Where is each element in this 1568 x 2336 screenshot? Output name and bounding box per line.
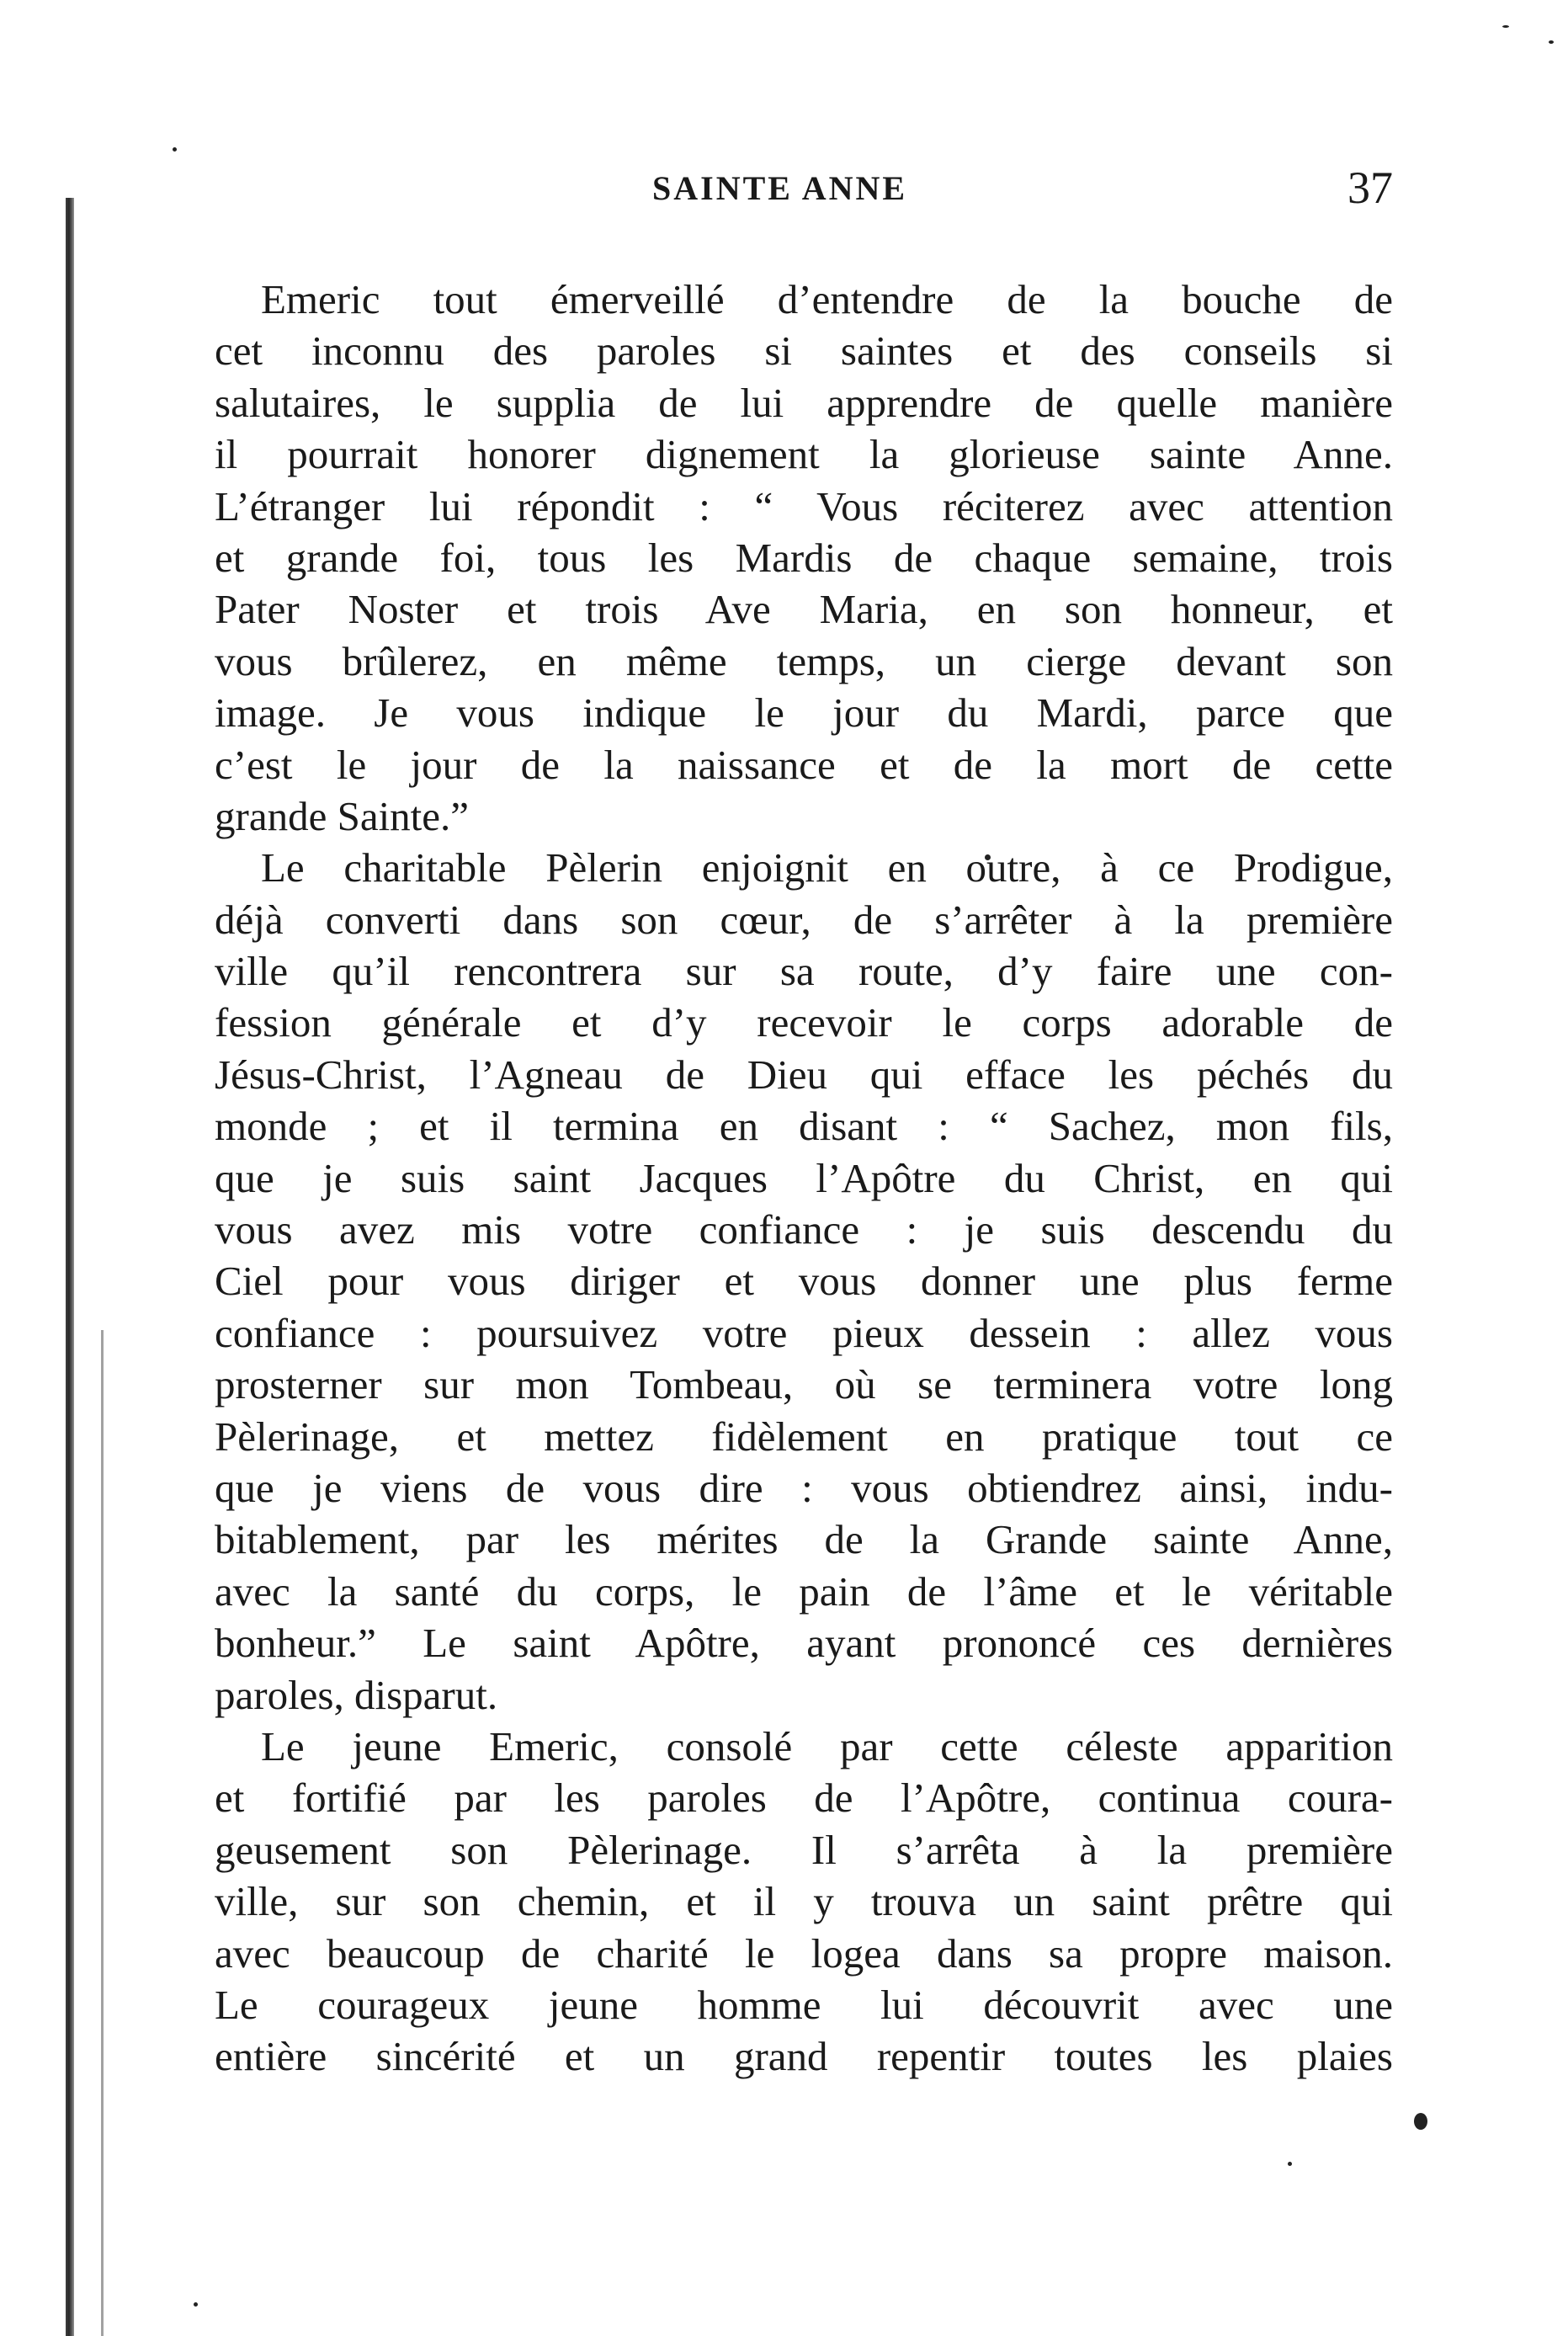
text-line: que je suis saint Jacques l’Apôtre du Christ, en qui [215, 1154, 1393, 1201]
paragraph [215, 842, 1393, 1721]
text-line: ville qu’il rencontrera sur sa route, d’y faire une con- [215, 948, 1393, 995]
text-line: Ciel pour vous diriger et vous donner une plus ferme [215, 1258, 1393, 1305]
text-line: monde ; et il termina en disant : “ Sachez, mon fils, [215, 1103, 1393, 1150]
text-line: avec beaucoup de charité le logea dans sa propre maison. [215, 1929, 1393, 1977]
text-line: grande Sainte.” [215, 792, 470, 839]
paragraph [215, 1721, 1393, 2083]
text-line: déjà converti dans son cœur, de s’arrêter à la première [215, 896, 1393, 943]
text-line: Le jeune Emeric, consolé par cette céleste apparition [261, 1722, 1393, 1769]
text-line: Le charitable Pèlerin enjoignit en outre, à ce Prodigue, [261, 844, 1393, 891]
text-line: vous brûlerez, en même temps, un cierge devant son [215, 637, 1393, 684]
print-speck [1502, 25, 1509, 28]
text-line: avec la santé du corps, le pain de l’âme et le véritable [215, 1567, 1393, 1615]
text-line: Le courageux jeune homme lui découvrit avec une [215, 1981, 1393, 2028]
text-line: c’est le jour de la naissance et de la mort de cette [215, 741, 1393, 788]
text-line: bonheur.” Le saint Apôtre, ayant prononcé ces dernières [215, 1620, 1393, 1667]
text-line: geusement son Pèlerinage. Il s’arrêta à la première [215, 1826, 1393, 1873]
print-speck [1549, 40, 1554, 44]
text-line: que je viens de vous dire : vous obtiendrez ainsi, indu- [215, 1464, 1393, 1511]
text-line: bitablement, par les mérites de la Grande sainte Anne, [215, 1516, 1393, 1563]
page-number: 37 [1347, 162, 1393, 213]
text-line: L’étranger lui répondit : “ Vous réciterez avec attention [215, 482, 1393, 529]
print-speck [1288, 2162, 1292, 2166]
text-line: image. Je vous indique le jour du Mardi, parce que [215, 689, 1393, 737]
print-speck [194, 2302, 198, 2307]
text-line: entière sincérité et un grand repentir toutes les plaies [215, 2033, 1393, 2080]
text-line: prosterner sur mon Tombeau, où se terminera votre long [215, 1361, 1393, 1408]
text-line: Pèlerinage, et mettez fidèlement en pratique tout ce [215, 1413, 1393, 1460]
text-line: cet inconnu des paroles si saintes et des conseils si [215, 327, 1393, 375]
print-speck [1414, 2113, 1427, 2130]
text-line: salutaires, le supplia de lui apprendre de quelle manière [215, 379, 1393, 426]
text-line: Jésus-Christ, l’Agneau de Dieu qui efface les péchés du [215, 1051, 1393, 1098]
binding-edge [66, 198, 74, 2336]
text-line: il pourrait honorer dignement la glorieuse sainte Anne. [215, 431, 1393, 478]
text-line: et fortifié par les paroles de l’Apôtre, continua coura- [215, 1775, 1393, 1822]
text-line: confiance : poursuivez votre pieux dessein : allez vous [215, 1309, 1393, 1356]
body-text [215, 274, 1393, 2083]
text-line: vous avez mis votre confiance : je suis descendu du [215, 1206, 1393, 1253]
text-line: Pater Noster et trois Ave Maria, en son honneur, et [215, 586, 1393, 633]
paragraph [215, 274, 1393, 842]
running-head [215, 162, 1393, 219]
running-title: SAINTE ANNE [652, 169, 908, 207]
binding-shadow [101, 1330, 104, 2336]
text-line: paroles, disparut. [215, 1671, 498, 1718]
text-line: et grande foi, tous les Mardis de chaque semaine, trois [215, 534, 1393, 581]
text-line: fession générale et d’y recevoir le corps adorable de [215, 999, 1393, 1046]
print-speck [173, 147, 177, 152]
text-line: ville, sur son chemin, et il y trouva un saint prêtre qui [215, 1878, 1393, 1925]
text-line: Emeric tout émerveillé d’entendre de la bouche de [261, 276, 1393, 322]
